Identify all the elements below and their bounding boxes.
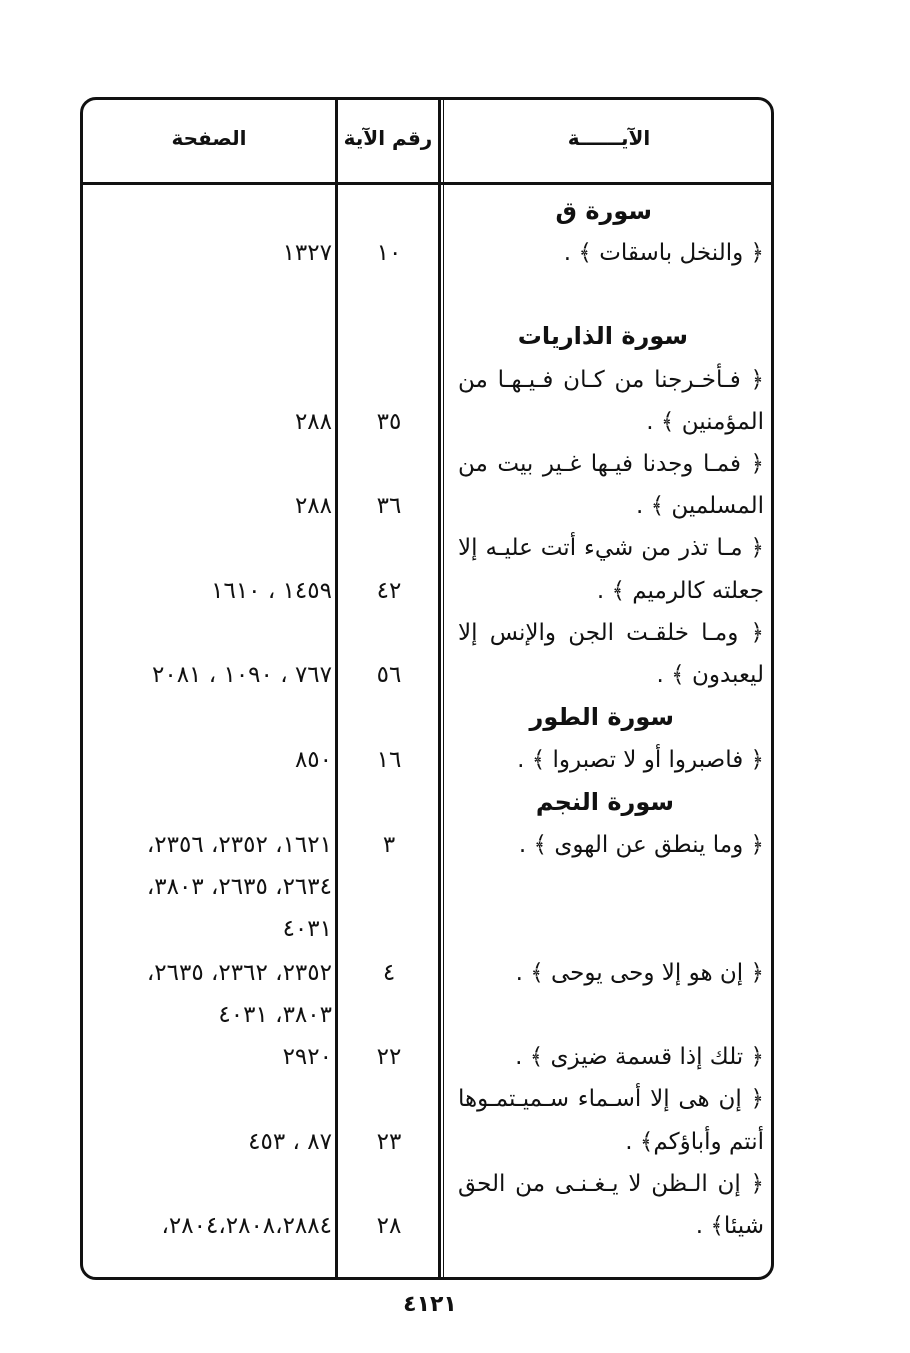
verse-text: شيئا﴾ . (695, 1213, 764, 1239)
ayah-number: ٢٣ (376, 1129, 402, 1155)
verse-text: جعلته كالرميم ﴾ . (596, 578, 764, 604)
column-divider (335, 97, 338, 1280)
header-verse: الآيــــــة (567, 126, 651, 150)
page-reference: ١٣٢٧ (282, 240, 332, 266)
column-divider (438, 97, 441, 1280)
ayah-number: ٥٦ (376, 662, 402, 688)
verse-text: ﴿ إن هى إلا أسـماء سـميـتمـوها (458, 1086, 764, 1112)
surah-title: سورة ق (555, 197, 652, 225)
verse-text: ﴿ مـا تذر من شيء أتت عليـه إلا (458, 535, 764, 561)
ayah-number: ٤٢ (376, 578, 402, 604)
ayah-number: ٢٨ (376, 1213, 402, 1239)
ayah-number: ٢٢ (376, 1044, 402, 1070)
verse-text: ﴿ إن الـظن لا يـغـنـى من الحق (458, 1171, 764, 1197)
page-reference: ٢٨٨ (294, 409, 332, 435)
verse-text: ﴿ وما ينطق عن الهوى ﴾ . (518, 832, 764, 858)
page-reference: ٢٣٥٢، ٢٣٦٢، ٢٦٣٥، (146, 960, 332, 986)
verse-text: ﴿ والنخل باسقات ﴾ . (563, 240, 764, 266)
verse-text: أنتم وأباؤكم﴾ . (625, 1129, 764, 1155)
verse-text: ليعبدون ﴾ . (656, 662, 764, 688)
ayah-number: ٣٦ (376, 493, 402, 519)
verse-text: ﴿ ومـا خلقـت الجن والإنس إلا (458, 620, 764, 646)
page-reference: ٨٥٠ (294, 747, 332, 773)
page-reference: ١٦٢١، ٢٣٥٢، ٢٣٥٦، (146, 832, 332, 858)
verse-text: ﴿ فـأخـرجنا من كـان فـيـهـا من (458, 367, 764, 393)
header-ayah-number: رقم الآية (343, 126, 433, 150)
page-reference: ٤٠٣١ (282, 916, 332, 942)
page-reference: ٧٦٧ ، ١٠٩٠ ، ٢٠٨١ (152, 662, 332, 688)
surah-title: سورة الطور (529, 703, 674, 731)
verse-text: ﴿ فاصبروا أو لا تصبروا ﴾ . (517, 747, 764, 773)
ayah-number: ٣٥ (376, 409, 402, 435)
column-divider (443, 97, 444, 1280)
page-reference: ٨٧ ، ٤٥٣ (248, 1129, 332, 1155)
verse-text: المؤمنين ﴾ . (646, 409, 764, 435)
page-reference: ٢٨٠٤،٢٨٠٨،٢٨٨٤، (161, 1213, 332, 1239)
ayah-number: ١٠ (376, 240, 402, 266)
verse-text: ﴿ فمـا وجدنا فيـها غـير بيت من (458, 451, 764, 477)
page-reference: ٣٨٠٣، ٤٠٣١ (218, 1002, 332, 1028)
header-divider (80, 182, 774, 185)
page-reference: ٢٩٢٠ (282, 1044, 332, 1070)
page-reference: ٢٨٨ (294, 493, 332, 519)
ayah-number: ٤ (382, 960, 396, 986)
surah-title: سورة الذاريات (517, 322, 688, 350)
surah-title: سورة النجم (535, 788, 674, 816)
ayah-number: ٣ (382, 832, 396, 858)
header-page: الصفحة (171, 126, 247, 150)
page-number: ٤١٢١ (403, 1292, 457, 1317)
page-reference: ٢٦٣٤، ٢٦٣٥، ٣٨٠٣، (146, 874, 332, 900)
verse-text: ﴿ تلك إذا قسمة ضيزى ﴾ . (515, 1044, 764, 1070)
page-reference: ١٤٥٩ ، ١٦١٠ (211, 578, 332, 604)
ayah-number: ١٦ (376, 747, 402, 773)
verse-text: ﴿ إن هو إلا وحى يوحى ﴾ . (515, 960, 764, 986)
verse-text: المسلمين ﴾ . (636, 493, 764, 519)
